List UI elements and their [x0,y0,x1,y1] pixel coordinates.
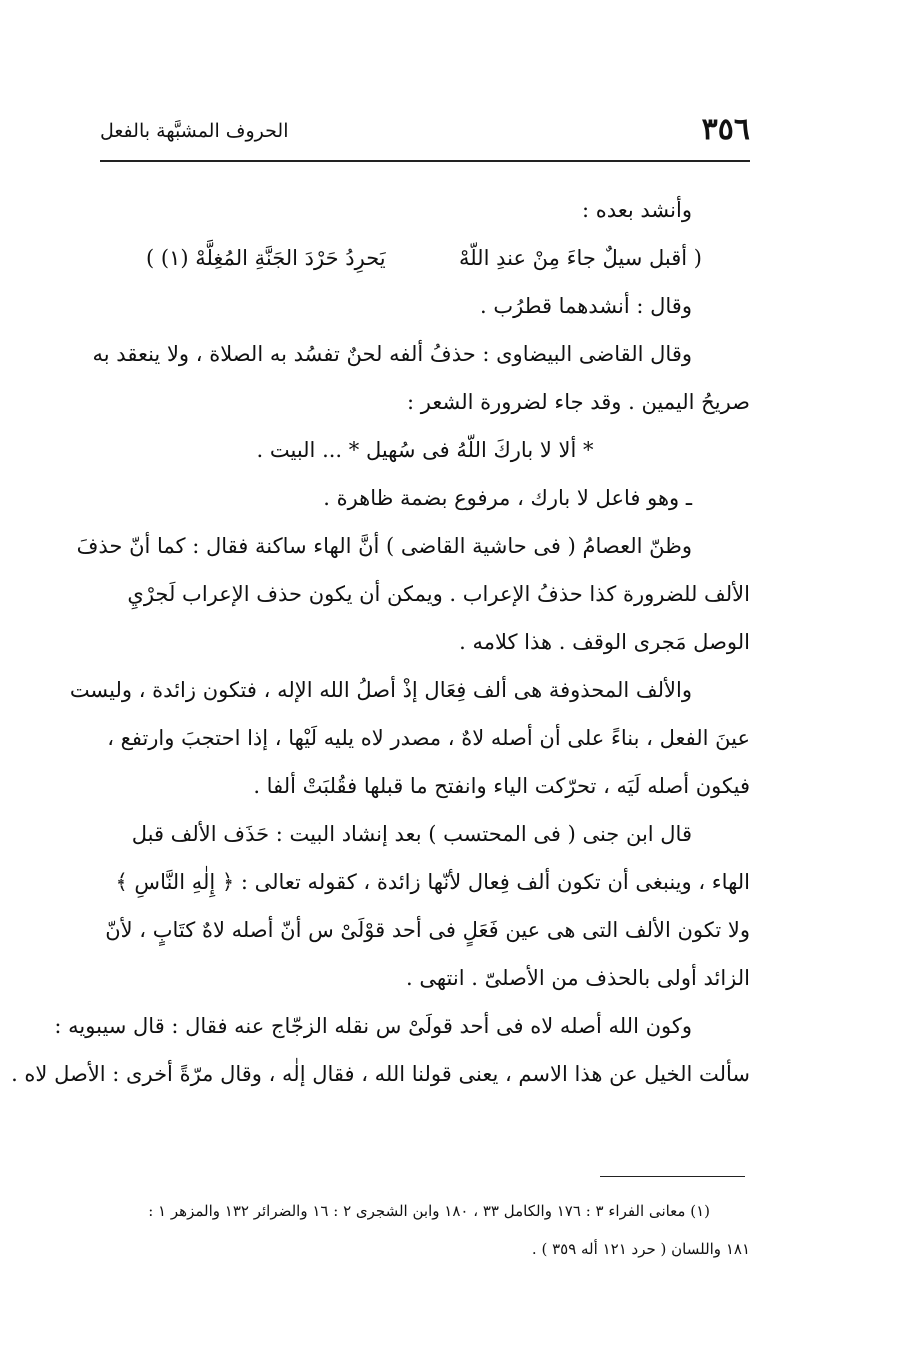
text-line: الزائد أولى بالحذف من الأصلىّ . انتهى . [406,966,750,990]
verse-left-hemistich: يَحرِدُ حَرْدَ الجَنَّةِ المُغِلَّهْ (١) ) [146,246,386,270]
text-line: الألف للضرورة كذا حذفُ الإعراب . ويمكن أن يكون حذف الإعراب لَجرْيِ [127,582,750,606]
verse-line [100,234,750,282]
text-line: سألت الخيل عن هذا الاسم ، يعنى قولنا الله ، فقال إلٰه ، وقال مرّةً أخرى : الأصل لاه . [11,1062,750,1086]
verse-quote: * ألا لا باركَ اللّهُ فى سُهيل * ... البيت . [256,438,594,462]
text-line: فيكون أصله لَيَه ، تحرّكت الياء وانفتح ما قبلها فقُلبَتْ ألفا . [253,774,750,798]
text-line: وأنشد بعده : [581,198,692,222]
main-text [11,186,750,1098]
running-title: الحروف المشبَّهة بالفعل [100,120,289,142]
footnote-line: ١٨١ واللسان ( حرد ١٢١ أله ٣٥٩ ) . [531,1240,750,1258]
paragraph-start: والألف المحذوفة هى ألف فِعَال إذْ أصلُ الله الإله ، فتكون زائدة ، وليست [69,678,692,702]
text-line: ولا تكون الألف التى هى عين فَعَلٍ فى أحد قوْلَىْ س أنّ أصله لاهٌ كتَابٍ ، لأنّ [105,918,750,942]
text-line: عينَ الفعل ، بناءً على أن أصله لاهٌ ، مصدر لاه يليه لَيْها ، إذا احتجبَ وارتفع ، [107,726,750,750]
text-line: صريحُ اليمين . وقد جاء لضرورة الشعر : [407,390,750,414]
text-line: وقال : أنشدهما قطرُب . [480,294,692,318]
paragraph-start: قال ابن جنى ( فى المحتسب ) بعد إنشاد البيت : حَذَف الألف قبل [131,822,692,846]
text-line: الوصل مَجرى الوقف . هذا كلامه . [459,630,750,654]
page-header [100,108,750,152]
text-line: ـ وهو فاعل لا بارك ، مرفوع بضمة ظاهرة . [323,486,692,510]
footnotes [100,1192,750,1268]
paragraph-start: وكون الله أصله لاه فى أحد قولَىْ س نقله الزجّاج عنه فقال : قال سيبويه : [54,1014,692,1038]
text-line: الهاء ، وينبغى أن تكون ألف فِعال لأنّها زائدة ، كقوله تعالى : ﴿ إِلٰهِ النَّاسِ ﴾ [115,870,750,894]
paragraph-start: وقال القاضى البيضاوى : حذفُ ألفه لحنٌ تفسُد به الصلاة ، ولا ينعقد به [92,342,692,366]
verse-right-hemistich: ( أقبل سيلٌ جاءَ مِنْ عندِ اللّهْ [458,246,702,270]
page-number: ٣٥٦ [701,112,750,147]
footnote-line: (١) معانى الفراء ٣ : ١٧٦ والكامل ٣٣ ، ١٨٠ وابن الشجرى ٢ : ١٦ والضرائر ١٣٢ والمزهر ١ : [148,1202,710,1220]
header-rule [100,160,750,162]
footnote-rule [600,1176,745,1177]
paragraph-start: وظنّ العصامُ ( فى حاشية القاضى ) أنَّ الهاء ساكنة فقال : كما أنّ حذفَ [76,534,692,558]
